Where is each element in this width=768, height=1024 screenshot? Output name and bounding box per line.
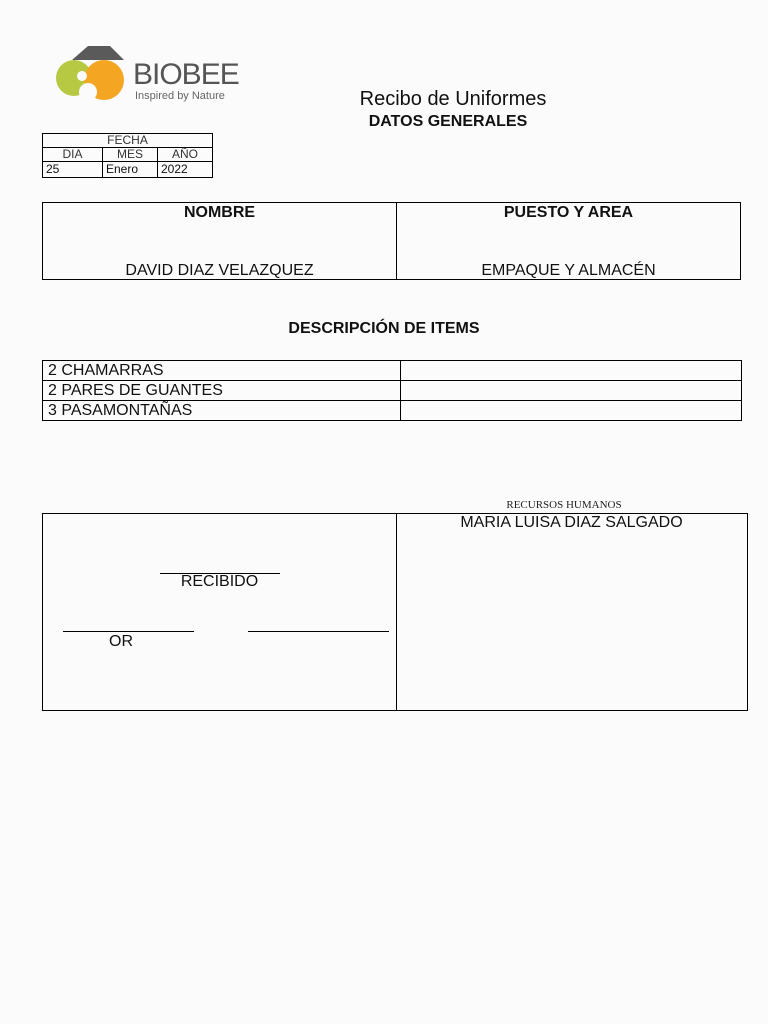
employee-area: EMPAQUE Y ALMACÉN	[481, 262, 656, 279]
name-header: NOMBRE	[183, 204, 256, 221]
item-extra-cell	[401, 381, 742, 401]
date-col-year: AÑO	[158, 148, 213, 162]
date-table	[42, 133, 213, 178]
logo-tagline: Inspired by Nature	[135, 90, 225, 102]
signature-line	[248, 631, 389, 632]
or-label: OR	[109, 633, 133, 650]
employee-area-cell	[396, 203, 741, 279]
item-description: 2 PARES DE GUANTES	[43, 381, 401, 401]
item-extra-cell	[401, 401, 742, 421]
received-label: RECIBIDO	[180, 573, 259, 590]
employee-box	[42, 202, 741, 280]
items-section-title: DESCRIPCIÓN DE ITEMS	[288, 320, 480, 337]
section-title-general: DATOS GENERALES	[368, 113, 528, 130]
items-table	[42, 360, 742, 421]
table-row	[43, 401, 742, 421]
date-year-value: 2022	[158, 162, 213, 178]
date-month-value: Enero	[103, 162, 158, 178]
item-extra-cell	[401, 361, 742, 381]
signature-box	[42, 513, 748, 711]
item-description: 3 PASAMONTAÑAS	[43, 401, 401, 421]
date-col-day: DIA	[43, 148, 103, 162]
signature-line	[63, 631, 194, 632]
date-day-value: 25	[43, 162, 103, 178]
date-label: FECHA	[43, 134, 213, 148]
employee-name: DAVID DIAZ VELAZQUEZ	[125, 262, 314, 279]
hr-name: MARIA LUISA DIAZ SALGADO	[460, 514, 683, 531]
received-signature-cell	[43, 514, 397, 710]
hr-label: RECURSOS HUMANOS	[506, 499, 622, 511]
date-col-month: MES	[103, 148, 158, 162]
area-header: PUESTO Y AREA	[503, 204, 634, 221]
page-title: Recibo de Uniformes	[359, 88, 547, 110]
table-row	[43, 381, 742, 401]
logo-wordmark: BIOBEE	[133, 58, 239, 91]
employee-name-cell	[43, 203, 397, 279]
table-row	[43, 361, 742, 381]
item-description: 2 CHAMARRAS	[43, 361, 401, 381]
